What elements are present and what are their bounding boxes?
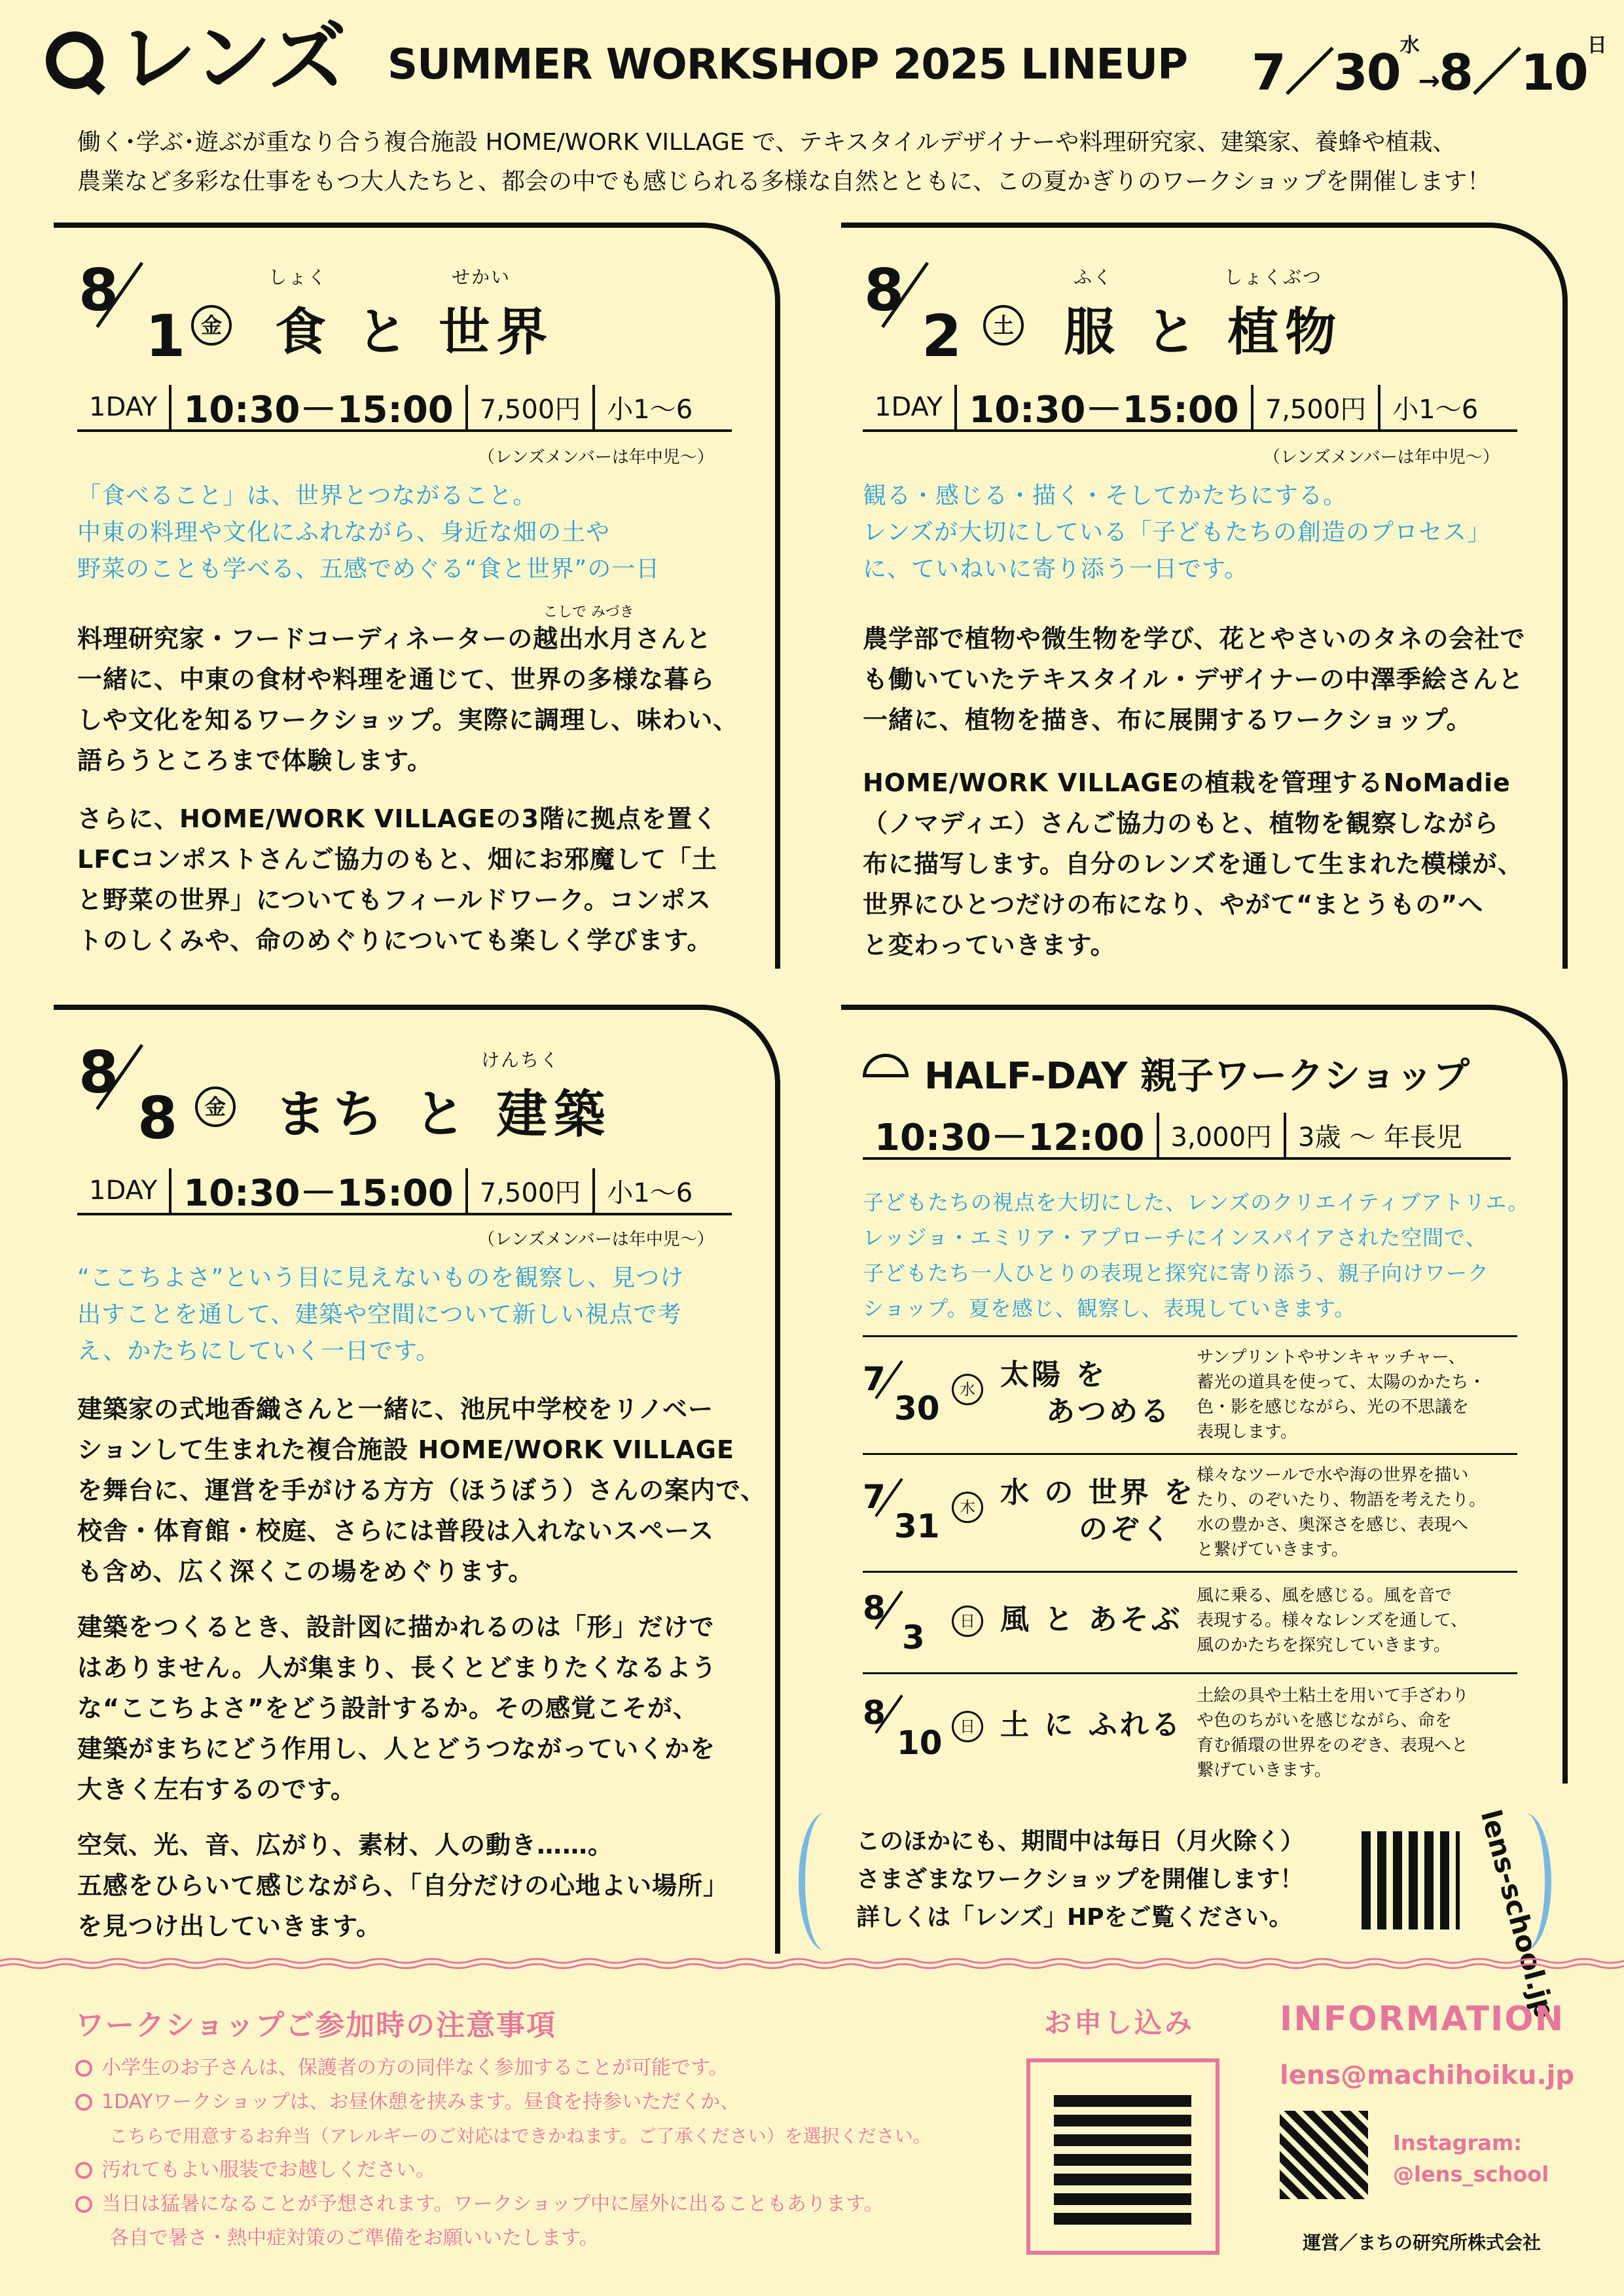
bracket-left (799, 1813, 851, 1950)
card3-info-bar (77, 1168, 732, 1215)
session-item: 7 30 水 太陽 を あつめる サンプリントやサンキャッチャー、 蓄光の道具を使って、太陽のかたち・ 色・影を感じながら、光の不思議を 表現します。 (863, 1335, 1517, 1450)
card1-month: 8 (79, 257, 119, 324)
note-item: こちらで用意するお弁当（アレルギーのご対応はできかねます。ご了承ください）を選択ください。 (109, 2125, 931, 2147)
session-weekday: 日 (952, 1605, 983, 1637)
card1-target: 小1～6 (607, 394, 693, 425)
card3-note: （レンズメンバーは年中児～） (478, 1230, 714, 1249)
card2-month: 8 (864, 257, 905, 324)
card2-body1: 農学部で植物や微生物を学び、花とやさいのタネの会社で も働いていたテキスタイル・デザイナーの中澤季絵さんと 一緒に、植物を描き、布に展開するワークショップ。 (863, 624, 1526, 734)
instagram-handle[interactable]: @lens_school (1393, 2162, 1549, 2187)
card1-ruby-b: せかい (452, 266, 511, 288)
card2-ruby-b: しょくぶつ (1224, 266, 1323, 288)
card4-lead: 子どもたちの視点を大切にした、レンズのクリエイティブアトリエ。 レッジョ・エミリア・アプローチにインスパイアされた空間で、 子どもたち一人ひとりの表現と探究に寄り添う、親子向けワーク ショップ。夏を感じ、観察し、表現していきます。 (863, 1190, 1530, 1321)
card4-info-bar (863, 1113, 1511, 1160)
session-weekday: 木 (952, 1492, 983, 1523)
page-title: SUMMER WORKSHOP 2025 LINEUP (388, 41, 1187, 89)
card1-note: （レンズメンバーは年中児～） (478, 448, 714, 467)
organizer: 運営／まちの研究所株式会社 (1303, 2232, 1542, 2253)
card2-type: 1DAY (863, 385, 957, 429)
intro-text: 働く･学ぶ･遊ぶが重なり合う複合施設 HOME/WORK VILLAGE で、テキスタイルデザイナーや料理研究家、建築家、養蜂や植栽、 農業など多彩な仕事をもつ大人たちと、都会の中でも感じられる多様な自然とともに、この夏かぎりのワークショップを開催します！ (77, 129, 1491, 195)
apply-qr-frame (1026, 2058, 1219, 2255)
card2-day: 2 (922, 302, 962, 370)
card1-time: 10:30－15:00 (171, 385, 468, 429)
card3-type: 1DAY (77, 1168, 171, 1213)
card1-body2: さらに、HOME/WORK VILLAGEの3階に拠点を置く LFCコンポストさんご協力のもと、畑にお邪魔して「土 と野菜の世界」についてもフィールドワーク。コンポス トのしくみや、命のめぐりについても楽しく学びます。 (77, 804, 718, 955)
card4-title: HALF-DAY 親子ワークショップ (924, 1055, 1470, 1098)
date-start-weekday: 水 (1399, 34, 1418, 57)
card2-lead: 観る・感じる・描く・そしてかたちにする。 レンズが大切にしている「子どもたちの創造のプロセス」 に、ていねいに寄り添う一日です。 (863, 482, 1492, 583)
card1-day: 1 (145, 302, 186, 370)
card1-price: 7,500円 (468, 385, 596, 429)
session-weekday: 水 (952, 1374, 983, 1405)
email-link[interactable]: lens@machihoiku.jp (1280, 2060, 1574, 2090)
card1-type: 1DAY (77, 385, 171, 429)
session-item: 7 31 木 水 の 世界 を のぞく 様々なツールで水や海の世界を描い たり、のぞいたり、物語を考えたり。 水の豊かさ、奥深さを感じ、表現へ と繋げていきます。 (863, 1453, 1517, 1568)
card3-time: 10:30－15:00 (171, 1168, 468, 1213)
note-item: 1DAYワークショップは、お昼休憩を挟みます。昼食を持参いただくか、 (75, 2085, 1005, 2119)
card2-title: 服 と 植物 (1064, 303, 1343, 362)
card4-price: 3,000円 (1159, 1113, 1287, 1157)
card3-price: 7,500円 (468, 1168, 596, 1213)
card2-body2: HOME/WORK VILLAGEの植栽を管理するNoMadie （ノマディエ）さんご協力のもと、植物を観察しながら 布に描写します。自分のレンズを通して生まれた模様が、 世界にひとつだけの布になり、やがて“まとうもの”へ と変わっていきます。 (863, 768, 1523, 960)
date-start: 7／30 (1252, 43, 1400, 101)
qr-code-hp[interactable] (1362, 1831, 1460, 1929)
card2-target: 小1～6 (1392, 394, 1479, 425)
card1-lead: 「食べること」は、世界とつながること。 中東の料理や文化にふれながら、身近な畑の土や 野菜のことも学べる、五感でめぐる“食と世界”の一日 (77, 482, 660, 583)
card1-title: 食 と 世界 (275, 303, 554, 362)
card3-weekday: 金 (195, 1086, 236, 1127)
note-item: 当日は猛暑になることが予想されます。ワークショップ中に屋外に出ることもあります。 (75, 2187, 1005, 2221)
card3-ruby-b: けんちく (481, 1049, 560, 1071)
note-item: 小学生のお子さんは、保護者の方の同伴なく参加することが可能です。 (75, 2051, 1005, 2085)
card2-time: 10:30－15:00 (957, 385, 1254, 429)
card2-note: （レンズメンバーは年中児～） (1263, 448, 1500, 467)
notes-list (75, 2051, 1005, 2255)
card3-target: 小1～6 (607, 1177, 693, 1208)
qr-code-apply[interactable] (1054, 2087, 1191, 2225)
note-item: 各自で暑さ・熱中症対策のご準備をお願いいたします。 (109, 2227, 599, 2250)
card3-body1: 建築家の式地香織さんと一緒に、池尻中学校をリノベー ションして生まれた複合施設 HOME/WORK VILLAGE を舞台に、運営を手がける方方（ほうぼう）さんの案内で、 校舎・体育館・校庭、さらには普段は入れないスペース も含め、広く深くこの場をめぐります。 (77, 1395, 767, 1586)
more-info-text: このほかにも、期間中は毎日（月火除く） さまざまなワークショップを開催します！ 詳しくは「レンズ」HPをご覧ください。 (856, 1828, 1305, 1931)
card3-day: 8 (137, 1085, 178, 1152)
card4-target: 3歳 ～ 年長児 (1298, 1122, 1462, 1153)
card1-name-ruby: こしで みづき (543, 604, 634, 620)
logo-text: レンズ (118, 13, 346, 104)
session-item: 8 10 日 土 に ふれる 土絵の具や土粘土を用いて手ざわり や色のちがいを感じながら、命を 育む循環の世界をのぞき、表現へと 繋げていきます。 (863, 1672, 1517, 1785)
card2-info-bar (863, 385, 1517, 432)
notes-title: ワークショップご参加時の注意事項 (75, 2009, 557, 2042)
lens-logo-icon (46, 31, 103, 89)
info-label: INFORMATION (1280, 2000, 1565, 2039)
apply-label: お申し込み (1044, 2007, 1195, 2039)
card1-ruby-a: しょく (268, 266, 328, 288)
card2-price: 7,500円 (1254, 385, 1381, 429)
session-item: 8 3 日 風 と あそぶ 風に乗る、風を感じる。風を音で 表現する。様々なレンズを通して、 風のかたちを探究していきます。 (863, 1571, 1517, 1668)
period: $7/30^水\to 8/10^日$ (1252, 34, 1606, 101)
note-item: 汚れてもよい服装でお越しください。 (75, 2153, 1005, 2187)
qr-code-instagram[interactable] (1280, 2111, 1368, 2199)
card3-lead: “ここちよさ”という目に見えないものを観察し、見つけ 出すことを通して、建築や空間について新しい視点で考 え、かたちにしていく一日です。 (77, 1265, 685, 1365)
card3-body3: 空気、光、音、広がり、素材、人の動き……。 五感をひらいて感じながら、「自分だけの心地よい場所」 を見つけ出していきます。 (77, 1831, 729, 1941)
date-end-weekday: 日 (1587, 34, 1606, 57)
card3-body2: 建築をつくるとき、設計図に描かれるのは「形」だけで はありません。人が集まり、長くとどまりたくなるよう な“ここちよさ”をどう設計するか。その感覚こそが、 建築がまちにどう作用し、人とどうつながっていくかを 大きく左右するのです。 (77, 1613, 717, 1804)
card2-ruby-a: ふく (1074, 266, 1113, 288)
card1-weekday: 金 (191, 305, 232, 346)
session-weekday: 日 (952, 1711, 983, 1742)
date-end: 8／10 (1439, 43, 1587, 101)
card1-body1: 料理研究家・フードコーディネーターの越出水月さんと 一緒に、中東の食材や料理を通じて、世界の多様な暮ら しや文化を知るワークショップ。実際に調理し、味わい、 語らうところまで体験します。 (77, 624, 739, 775)
card2-weekday: 土 (983, 305, 1024, 346)
instagram-block: Instagram: @lens_school (1393, 2127, 1549, 2190)
card3-month: 8 (79, 1039, 119, 1106)
card1-info-bar (77, 385, 732, 432)
wave-divider (0, 1957, 1624, 1970)
website-url[interactable]: lens-school.jp (1474, 1806, 1561, 2022)
card3-title: まち と 建築 (275, 1085, 612, 1144)
card4-time: 10:30－12:00 (863, 1113, 1159, 1157)
